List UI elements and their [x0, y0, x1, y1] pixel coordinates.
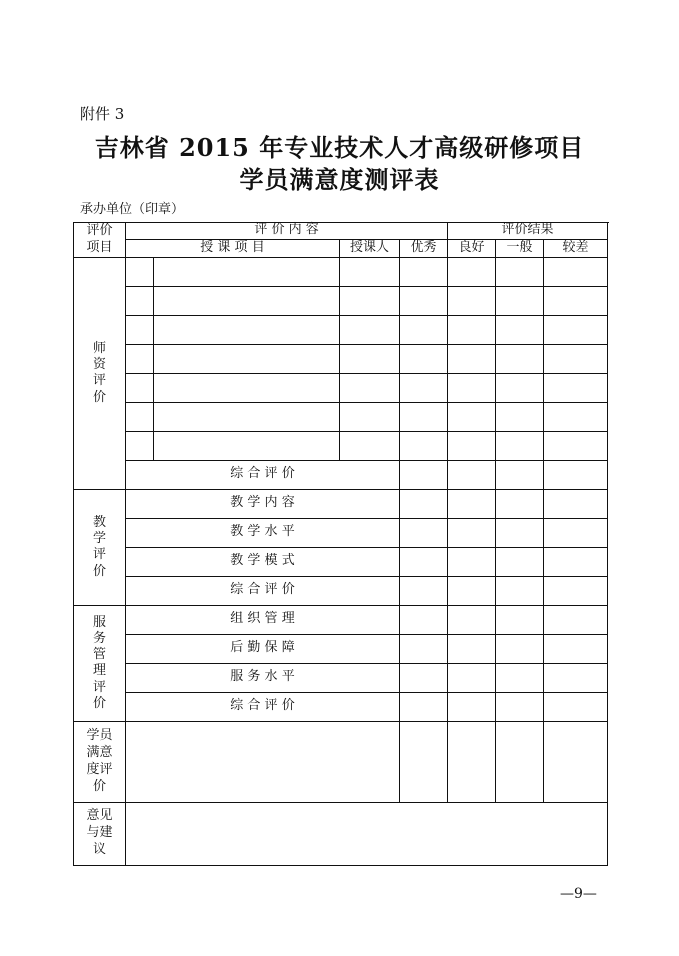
grade-cell[interactable] [544, 489, 608, 518]
grade-cell[interactable] [400, 373, 448, 402]
grade-cell[interactable] [544, 721, 608, 802]
grade-cell[interactable] [400, 402, 448, 431]
section-service-label: 服务管理评价 [74, 605, 126, 721]
grade-cell[interactable] [544, 315, 608, 344]
header-eval-result: 评价结果 [448, 223, 608, 240]
service-item-label: 综 合 评 价 [126, 692, 400, 721]
grade-cell[interactable] [448, 605, 496, 634]
grade-cell[interactable] [400, 692, 448, 721]
grade-cell[interactable] [496, 431, 544, 460]
grade-cell[interactable] [400, 489, 448, 518]
grade-cell[interactable] [496, 518, 544, 547]
service-item-label: 服 务 水 平 [126, 663, 400, 692]
course-index-cell[interactable] [126, 257, 154, 286]
lecturer-cell[interactable] [340, 431, 400, 460]
grade-cell[interactable] [544, 460, 608, 489]
course-index-cell[interactable] [126, 344, 154, 373]
course-index-cell[interactable] [126, 286, 154, 315]
header-grade-average: 一般 [496, 239, 544, 257]
grade-cell[interactable] [448, 518, 496, 547]
section-teacher-label: 师资评价 [74, 257, 126, 489]
header-eval-item: 评价项目 [74, 223, 126, 258]
satisfaction-comment-cell[interactable] [126, 721, 400, 802]
grade-cell[interactable] [448, 721, 496, 802]
grade-cell[interactable] [544, 663, 608, 692]
grade-cell[interactable] [496, 344, 544, 373]
grade-cell[interactable] [544, 605, 608, 634]
teacher-summary-label: 综 合 评 价 [126, 460, 400, 489]
grade-cell[interactable] [496, 402, 544, 431]
grade-cell[interactable] [448, 489, 496, 518]
course-name-cell[interactable] [154, 257, 340, 286]
suggestion-input-cell[interactable] [126, 802, 608, 865]
document-subtitle: 学员满意度测评表 [239, 165, 440, 194]
grade-cell[interactable] [496, 257, 544, 286]
section-satisfaction-label: 学员满意度评价 [74, 721, 126, 802]
header-grade-good: 良好 [448, 239, 496, 257]
evaluation-table [73, 222, 608, 866]
grade-cell[interactable] [400, 431, 448, 460]
grade-cell[interactable] [400, 547, 448, 576]
teaching-item-label: 教 学 模 式 [126, 547, 400, 576]
course-index-cell[interactable] [126, 373, 154, 402]
grade-cell[interactable] [544, 402, 608, 431]
header-lecturer: 授课人 [340, 239, 400, 257]
grade-cell[interactable] [496, 489, 544, 518]
grade-cell[interactable] [496, 663, 544, 692]
lecturer-cell[interactable] [340, 257, 400, 286]
attachment-label: 附件 3 [80, 105, 125, 123]
grade-cell[interactable] [400, 286, 448, 315]
grade-cell[interactable] [496, 692, 544, 721]
grade-cell[interactable] [496, 721, 544, 802]
grade-cell[interactable] [544, 576, 608, 605]
course-name-cell[interactable] [154, 373, 340, 402]
header-course: 授 课 项 目 [126, 239, 340, 257]
grade-cell[interactable] [400, 315, 448, 344]
course-name-cell[interactable] [154, 402, 340, 431]
grade-cell[interactable] [496, 315, 544, 344]
grade-cell[interactable] [544, 547, 608, 576]
course-name-cell[interactable] [154, 315, 340, 344]
teaching-item-label: 教 学 水 平 [126, 518, 400, 547]
lecturer-cell[interactable] [340, 402, 400, 431]
grade-cell[interactable] [496, 634, 544, 663]
grade-cell[interactable] [544, 344, 608, 373]
grade-cell[interactable] [400, 576, 448, 605]
section-teaching-label: 教学评价 [74, 489, 126, 605]
course-name-cell[interactable] [154, 286, 340, 315]
grade-cell[interactable] [448, 257, 496, 286]
grade-cell[interactable] [400, 518, 448, 547]
grade-cell[interactable] [400, 721, 448, 802]
section-suggestion-label: 意见与建议 [74, 802, 126, 865]
grade-cell[interactable] [448, 663, 496, 692]
header-eval-content: 评 价 内 容 [126, 223, 448, 240]
grade-cell[interactable] [544, 373, 608, 402]
lecturer-cell[interactable] [340, 344, 400, 373]
grade-cell[interactable] [400, 460, 448, 489]
course-index-cell[interactable] [126, 402, 154, 431]
grade-cell[interactable] [400, 344, 448, 373]
grade-cell[interactable] [400, 634, 448, 663]
grade-cell[interactable] [496, 373, 544, 402]
lecturer-cell[interactable] [340, 286, 400, 315]
grade-cell[interactable] [400, 605, 448, 634]
service-item-label: 后 勤 保 障 [126, 634, 400, 663]
grade-cell[interactable] [448, 576, 496, 605]
grade-cell[interactable] [544, 634, 608, 663]
grade-cell[interactable] [448, 460, 496, 489]
grade-cell[interactable] [544, 286, 608, 315]
grade-cell[interactable] [544, 431, 608, 460]
teaching-item-label: 教 学 内 容 [126, 489, 400, 518]
lecturer-cell[interactable] [340, 315, 400, 344]
grade-cell[interactable] [448, 402, 496, 431]
grade-cell[interactable] [448, 344, 496, 373]
grade-cell[interactable] [448, 373, 496, 402]
grade-cell[interactable] [544, 692, 608, 721]
grade-cell[interactable] [448, 315, 496, 344]
course-index-cell[interactable] [126, 431, 154, 460]
grade-cell[interactable] [448, 286, 496, 315]
page-number: —9— [560, 886, 597, 902]
grade-cell[interactable] [448, 547, 496, 576]
organizer-label: 承办单位（印章） [80, 202, 185, 217]
grade-cell[interactable] [496, 605, 544, 634]
grade-cell[interactable] [496, 286, 544, 315]
service-item-label: 组 织 管 理 [126, 605, 400, 634]
grade-cell[interactable] [400, 257, 448, 286]
grade-cell[interactable] [448, 431, 496, 460]
header-grade-poor: 较差 [544, 239, 608, 257]
grade-cell[interactable] [400, 663, 448, 692]
grade-cell[interactable] [544, 257, 608, 286]
grade-cell[interactable] [544, 518, 608, 547]
course-index-cell[interactable] [126, 315, 154, 344]
header-grade-excellent: 优秀 [400, 239, 448, 257]
course-name-cell[interactable] [154, 431, 340, 460]
grade-cell[interactable] [496, 576, 544, 605]
lecturer-cell[interactable] [340, 373, 400, 402]
grade-cell[interactable] [448, 634, 496, 663]
grade-cell[interactable] [448, 692, 496, 721]
course-name-cell[interactable] [154, 344, 340, 373]
grade-cell[interactable] [496, 460, 544, 489]
grade-cell[interactable] [496, 547, 544, 576]
teaching-item-label: 综 合 评 价 [126, 576, 400, 605]
document-title: 吉林省 2015 年专业技术人才高级研修项目 [94, 133, 585, 162]
